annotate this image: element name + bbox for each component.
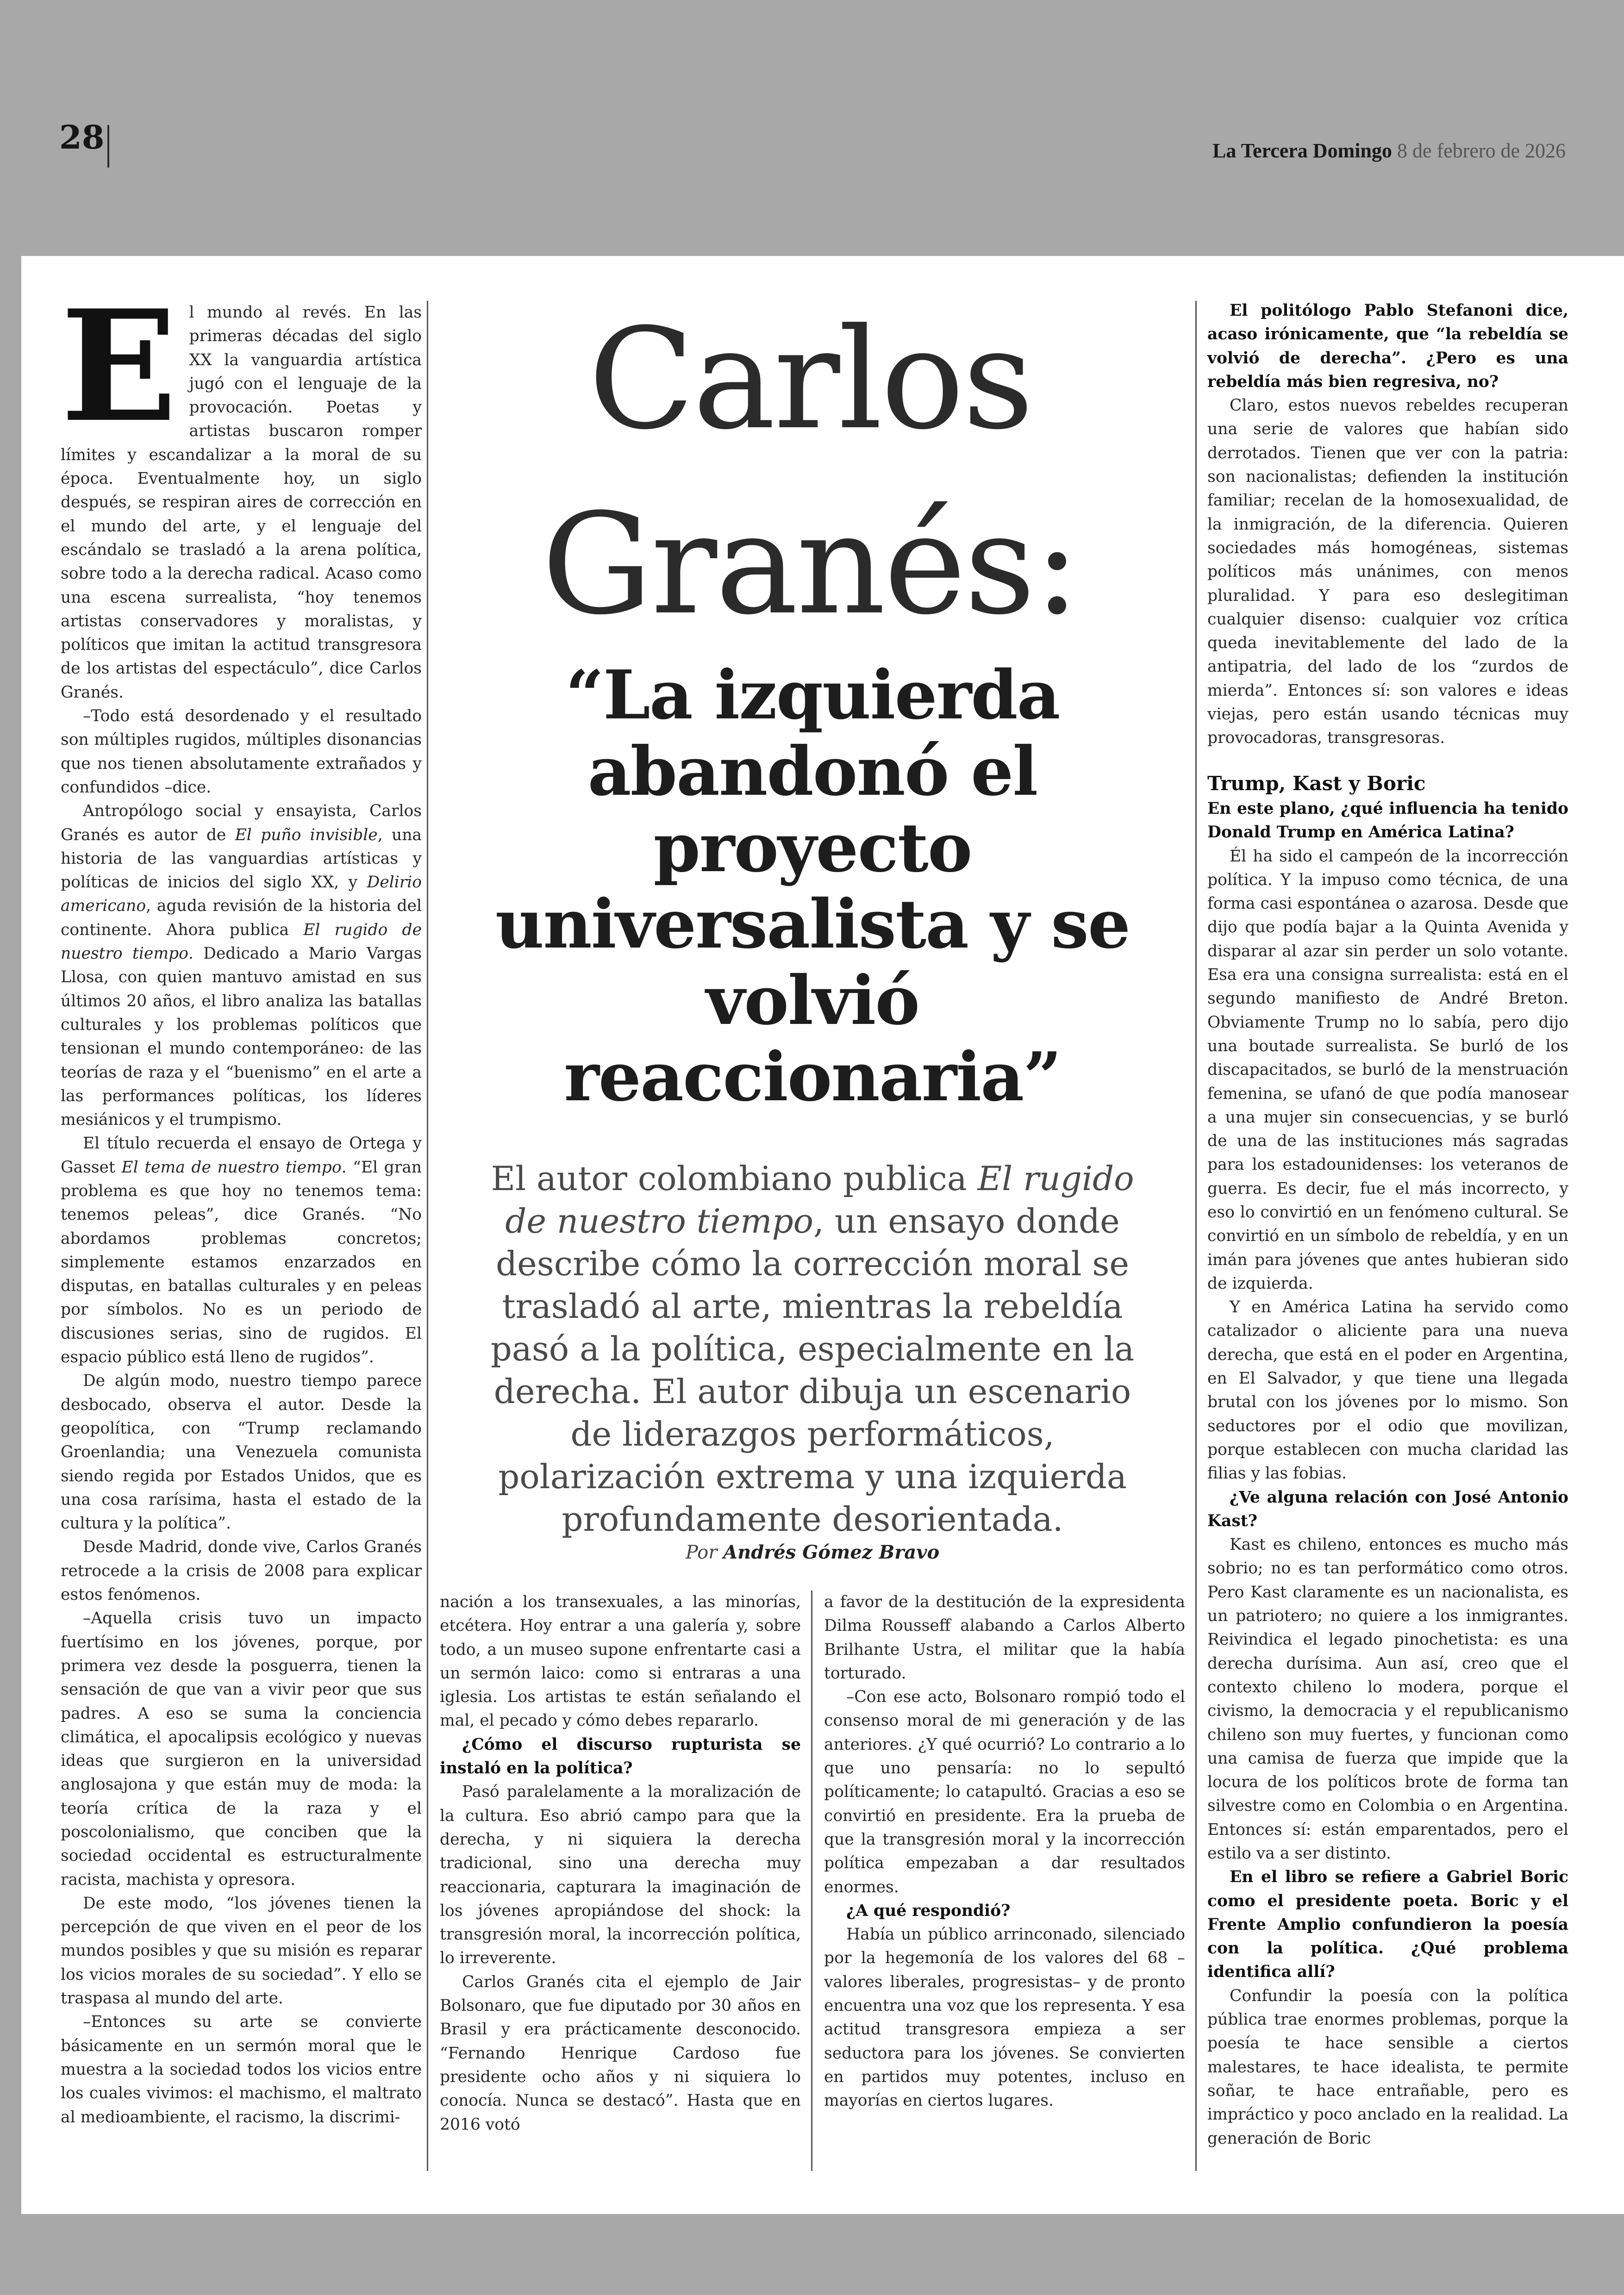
page-number-divider (107, 125, 109, 168)
column-divider-2 (811, 1590, 812, 2171)
paragraph: Confundir la poesía con la política pública trae enormes problemas, porque la poesía te hace sensible a ciertos malestares, te hace idealista, te permite soñar, te hace entrañable, pero es impráctico y poco anclado en la realidad. La generación de Boric (1207, 1986, 1568, 2148)
drop-cap: E (61, 276, 177, 456)
article-column-4 (1207, 299, 1568, 2151)
paragraph: –Con ese acto, Bolsonaro rompió todo el consenso moral de mi generación y de las anteriores. ¿Y qué ocurrió? Lo contrario a lo que uno pensaría: no lo sepultó políticamente; lo catapultó. Gracias a eso se convirtió en presidente. Era la prueba de que la transgresión moral y la incorrección política empezaban a dar resultados enormes. (824, 1688, 1185, 1896)
deck-text-pre: El autor colombiano publica (491, 1159, 978, 1198)
interview-question: En el libro se refiere a Gabriel Boric como el presidente poeta. Boric y el Frente Amplio confundieron la poesía con la política. ¿Qué problema identifica allí? (1207, 1868, 1568, 1982)
paragraph: Y en América Latina ha servido como catalizador o aliciente para una nueva derecha, que está en el poder en Argentina, en El Salvador, y que tiene una llegada brutal con los jóvenes por lo mismo. Son seductores por el odio que movilizan, porque establecen con mucha claridad las filias y las fobias. (1207, 1298, 1568, 1483)
paragraph: El mundo al revés. En las primeras décadas del siglo XX la vanguardia artística jugó con el lenguaje de la provocación. Poetas y artistas buscaron romper límites y escandalizar a la moral de su época. Eventualmente hoy, un siglo después, se respiran aires de corrección en el mundo del arte, y el lenguaje del escándalo se trasladó a la arena política, sobre todo a la derecha radical. Acaso como una escena surrealista, “hoy tenemos artistas conservadores y moralistas, y políticos que imitan la actitud transgresora de los artistas del espectáculo”, dice Carlos Granés. (61, 276, 422, 702)
masthead (1212, 139, 1566, 162)
article-column-2 (440, 1590, 801, 2137)
paragraph: De este modo, “los jóvenes tienen la percepción de que viven en el peor de los mundos posibles y que su misión es reparar los vicios morales de su sociedad”. Y ello se traspasa al mundo del arte. (61, 1894, 422, 2008)
byline-author: Andrés Gómez Bravo (723, 1541, 940, 1563)
publication-name: La Tercera Domingo (1212, 139, 1392, 162)
paragraph: Desde Madrid, donde vive, Carlos Granés retrocede a la crisis de 2008 para explicar estos fenómenos. (61, 1538, 422, 1604)
interview-question: En este plano, ¿qué influencia ha tenido Donald Trump en América Latina? (1207, 799, 1568, 842)
deck-text-post: , un ensayo donde describe cómo la corrección moral se trasladó al arte, mientras la rebeldía pasó a la política, especialmente en la derecha. El autor dibuja un escenario de liderazgos performáticos, polarización extrema y una izquierda profundamente desorientada. (490, 1202, 1135, 1539)
paragraph: Él ha sido el campeón de la incorrección política. Y la impuso como técnica, de una forma casi espontánea o azarosa. Desde que dijo que podía bajar a la Quinta Avenida y disparar al azar sin perder un solo votante. Esa era una consigna surrealista: está en el segundo manifiesto de André Breton. Obviamente Trump no lo sabía, pero dijo una boutade surrealista. Se burló de los discapacitados, se burló de la menstruación femenina, se ufanó de que podía manosear a una mujer sin consecuencias, y se burló de una de las instituciones más sagradas para los estadounidenses: los veteranos de guerra. Es decir, fue el más incorrecto, y eso lo convirtió en un fenómeno cultural. Se convirtió en un símbolo de rebeldía, y en un imán para jóvenes que antes hubieran sido de izquierda. (1207, 847, 1568, 1293)
paragraph: Claro, estos nuevos rebeldes recuperan una serie de valores que habían sido derrotados. Tienen que ver con la patria: son nacionalistas; defienden la institución familiar; recelan de la homosexualidad, de la inmigración, de la diferencia. Quieren sociedades más homogéneas, sistemas políticos más unánimes, con menos pluralidad. Y para eso deslegitiman cualquier disenso: cualquier voz crítica queda inevitablemente del lado de la antipatria, del lado de los “zurdos de mierda”. Entonces sí: son valores e ideas viejas, pero están usando técnicas muy provocadoras, transgresoras. (1207, 396, 1568, 748)
paragraph: El título recuerda el ensayo de Ortega y Gasset El tema de nuestro tiempo. “El gran problema es que hoy no tenemos tema: tenemos peleas”, dice Granés. “No abordamos problemas concretos; simplemente estamos enzarzados en disputas, en batallas culturales y en peleas por símbolos. No es un periodo de discusiones serias, sino de rugidos. El espacio público está lleno de rugidos”. (61, 1134, 422, 1367)
publication-date: 8 de febrero de 2026 (1397, 139, 1566, 162)
interview-question: ¿A qué respondió? (846, 1901, 1011, 1920)
section-subhead: Trump, Kast y Boric (1207, 772, 1426, 795)
column-divider-1 (427, 301, 428, 2171)
paragraph: Kast es chileno, entonces es mucho más sobrio; no es tan performático como otros. Pero Kast claramente es un nacionalista, es un patriotero; no quiere a los inmigrantes. Reivindica el legado pinochetista: es una derecha durísima. Aun así, creo que el contexto chileno lo modera, porque el civismo, la democracia y el republicanismo chileno son muy fuertes, y funcionan como una camisa de fuerza que impide que la locura de los políticos brote de forma tan silvestre como en Colombia o en Argentina. Entonces sí: están emparentados, pero el estilo va a ser distinto. (1207, 1535, 1568, 1863)
paragraph: Había un público arrinconado, silenciado por la hegemonía de los valores del 68 –valores liberales, progresistas– y de pronto encuentra una voz que los representa. Y esa actitud transgresora empieza a ser seductora para los jóvenes. Se convierten en partidos muy potentes, incluso en mayorías en ciertos lugares. (824, 1925, 1185, 2110)
paragraph: De algún modo, nuestro tiempo parece desbocado, observa el autor. Desde la geopolítica, con “Trump reclamando Groenlandia; una Venezuela comunista siendo regida por Estados Unidos, que es una cosa rarísima, hasta el estado de la cultura y la política”. (61, 1372, 422, 1533)
paragraph: Antropólogo social y ensayista, Carlos Granés es autor de El puño invisible, una historia de las vanguardias artísticas y políticas de inicios del siglo XX, y Delirio americano, aguda revisión de la historia del continente. Ahora publica El rugido de nuestro tiempo. Dedicado a Mario Vargas Llosa, con quien mantuvo amistad en sus últimos 20 años, el libro analiza las batallas culturales y los problemas políticos que tensionan el mundo contemporáneo: de las teorías de raza y el “buenismo” en el arte a las performances políticas, los líderes mesiánicos y el trumpismo. (61, 802, 422, 1129)
paragraph: –Todo está desordenado y el resultado son múltiples rugidos, múltiples disonancias que nos tienen absolutamente extrañados y confundidos –dice. (61, 707, 422, 797)
interview-question: El politólogo Pablo Stefanoni dice, acaso irónicamente, que “la rebeldía se volvió de derecha”. ¿Pero es una rebeldía más bien regresiva, no? (1207, 301, 1568, 391)
deck (481, 1157, 1143, 1540)
paragraph: a favor de la destitución de la expresidenta Dilma Rousseff alabando a Carlos Alberto Brilhante Ustra, el militar que la había torturado. (824, 1593, 1185, 1683)
article-column-1 (61, 276, 422, 2129)
byline (481, 1541, 1143, 1563)
paragraph: –Entonces su arte se convierte básicamente en un sermón moral que le muestra a la sociedad todos los vicios entre los cuales vivimos: el machismo, el maltrato al medioambiente, el racismo, la discrimi- (61, 2013, 422, 2127)
paragraph: Carlos Granés cita el ejemplo de Jair Bolsonaro, que fue diputado por 30 años en Brasil y era prácticamente desconocido. “Fernando Henrique Cardoso fue presidente ocho años y ni siquiera lo conocía. Nunca se destacó”. Hasta que en 2016 votó (440, 1972, 801, 2134)
interview-question: ¿Cómo el discurso rupturista se instaló en la política? (440, 1735, 801, 1778)
deck-book-title: El rugido de nuestro tiempo (505, 1159, 1134, 1241)
paragraph: Pasó paralelamente a la moralización de la cultura. Eso abrió campo para que la derecha, y ni siquiera la derecha tradicional, sino una derecha muy reaccionaria, capturara la imaginación de los jóvenes apropiándose del shock: la transgresión moral, la incorrección política, lo irreverente. (440, 1783, 801, 1968)
article-column-3 (824, 1590, 1185, 2113)
column-divider-3 (1195, 301, 1197, 2171)
headline (444, 287, 1176, 657)
byline-prefix: Por (685, 1542, 724, 1563)
page-number: 28 (59, 118, 105, 156)
headline-line-2: Granés: (542, 484, 1079, 645)
pull-quote-headline: “La izquierda abandonó el proyecto universalista y se volvió reaccionaria” (495, 656, 1130, 1116)
headline-line-1: Carlos (588, 299, 1032, 460)
paragraph: –Aquella crisis tuvo un impacto fuertísimo en los jóvenes, porque, por primera vez desde la posguerra, tienen la sensación de que van a vivir peor que sus padres. A eso se suma la conciencia climática, el apocalipsis ecológico y nuevas ideas que surgieron en la universidad anglosajona y que están muy de moda: la teoría crítica de la raza y el poscolonialismo, que conciben que la sociedad occidental es estructuralmente racista, machista y opresora. (61, 1609, 422, 1889)
paragraph: nación a los transexuales, a las minorías, etcétera. Hoy entrar a una galería y, sobre todo, a un museo supone enfrentarte casi a un sermón laico: como si entraras a una iglesia. Los artistas te están señalando el mal, el pecado y cómo debes repararlo. (440, 1593, 801, 1730)
interview-question: ¿Ve alguna relación con José Antonio Kast? (1207, 1488, 1568, 1530)
